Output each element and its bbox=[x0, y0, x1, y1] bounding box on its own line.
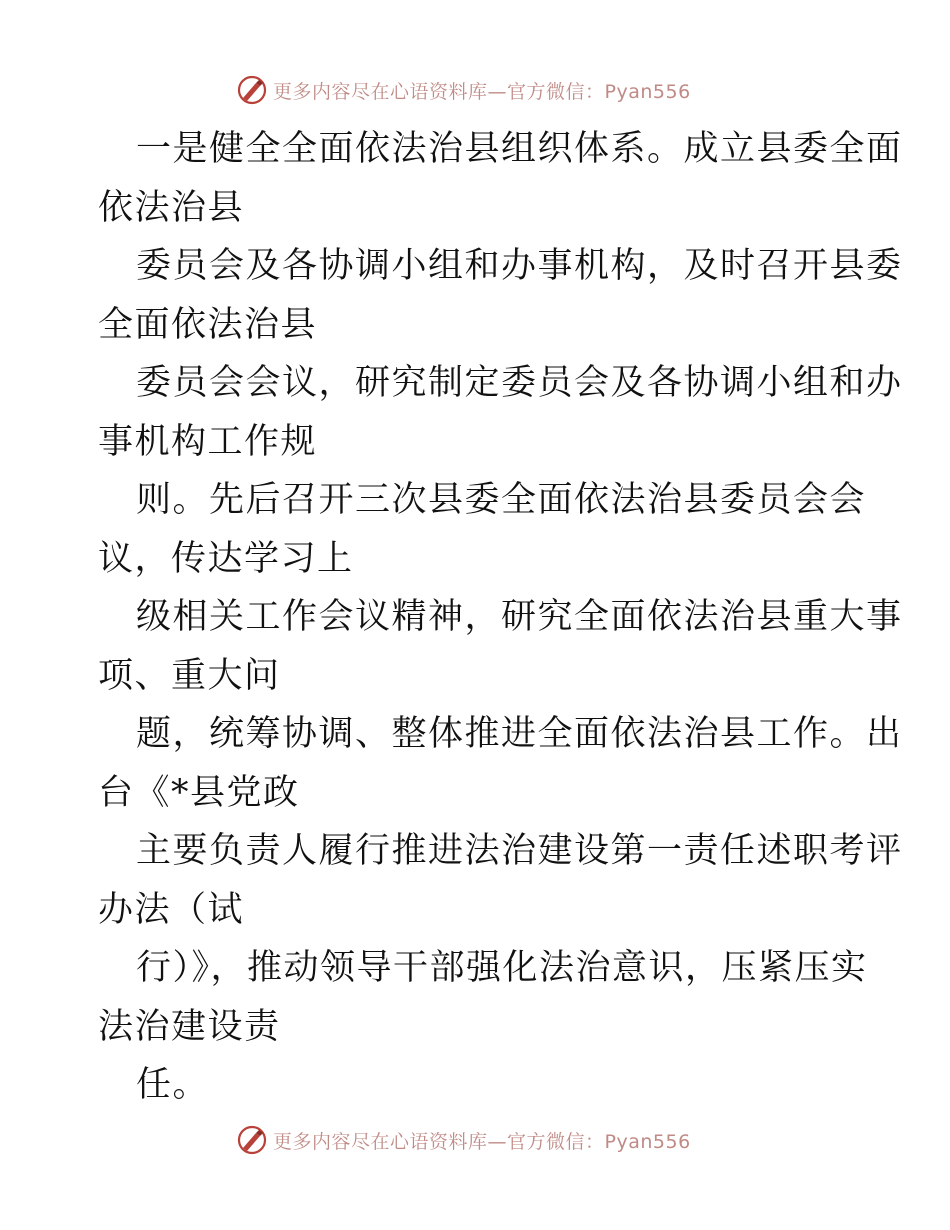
text-line: 则。先后召开三次县委全面依法治县委员会会 bbox=[136, 480, 867, 520]
text-line: 法治建设责 bbox=[98, 1006, 281, 1047]
text-line: 题，统筹协调、整体推进全面依法治县工作。出 bbox=[136, 714, 903, 754]
text-line: 一是健全全面依法治县组织体系。成立县委全面 bbox=[136, 129, 903, 169]
text-line: 任。 bbox=[136, 1065, 210, 1105]
text-line: 项、重大问 bbox=[98, 655, 281, 696]
text-line: 全面依法治县 bbox=[98, 304, 318, 345]
text-line: 事机构工作规 bbox=[98, 421, 318, 462]
text-line: 台《*县党政 bbox=[98, 772, 300, 813]
text-line: 办法（试 bbox=[98, 889, 245, 930]
document-body bbox=[98, 120, 903, 1115]
header-watermark bbox=[236, 73, 691, 107]
text-line: 级相关工作会议精神，研究全面依法治县重大事 bbox=[136, 597, 903, 637]
text-line: 议，传达学习上 bbox=[98, 538, 354, 579]
text-line: 行）》，推动领导干部强化法治意识，压紧压实 bbox=[136, 948, 868, 988]
pen-logo-icon bbox=[236, 74, 268, 106]
text-line: 委员会会议，研究制定委员会及各协调小组和办 bbox=[136, 363, 903, 403]
watermark-text: 更多内容尽在心语资料库—官方微信：Pyan556 bbox=[273, 1130, 691, 1153]
pen-logo-icon bbox=[236, 1124, 268, 1156]
text-line: 委员会及各协调小组和办事机构，及时召开县委 bbox=[136, 246, 903, 286]
watermark-text: 更多内容尽在心语资料库—官方微信：Pyan556 bbox=[273, 80, 691, 103]
footer-watermark bbox=[236, 1123, 691, 1157]
text-line: 依法治县 bbox=[98, 187, 245, 228]
text-line: 主要负责人履行推进法治建设第一责任述职考评 bbox=[136, 831, 903, 871]
